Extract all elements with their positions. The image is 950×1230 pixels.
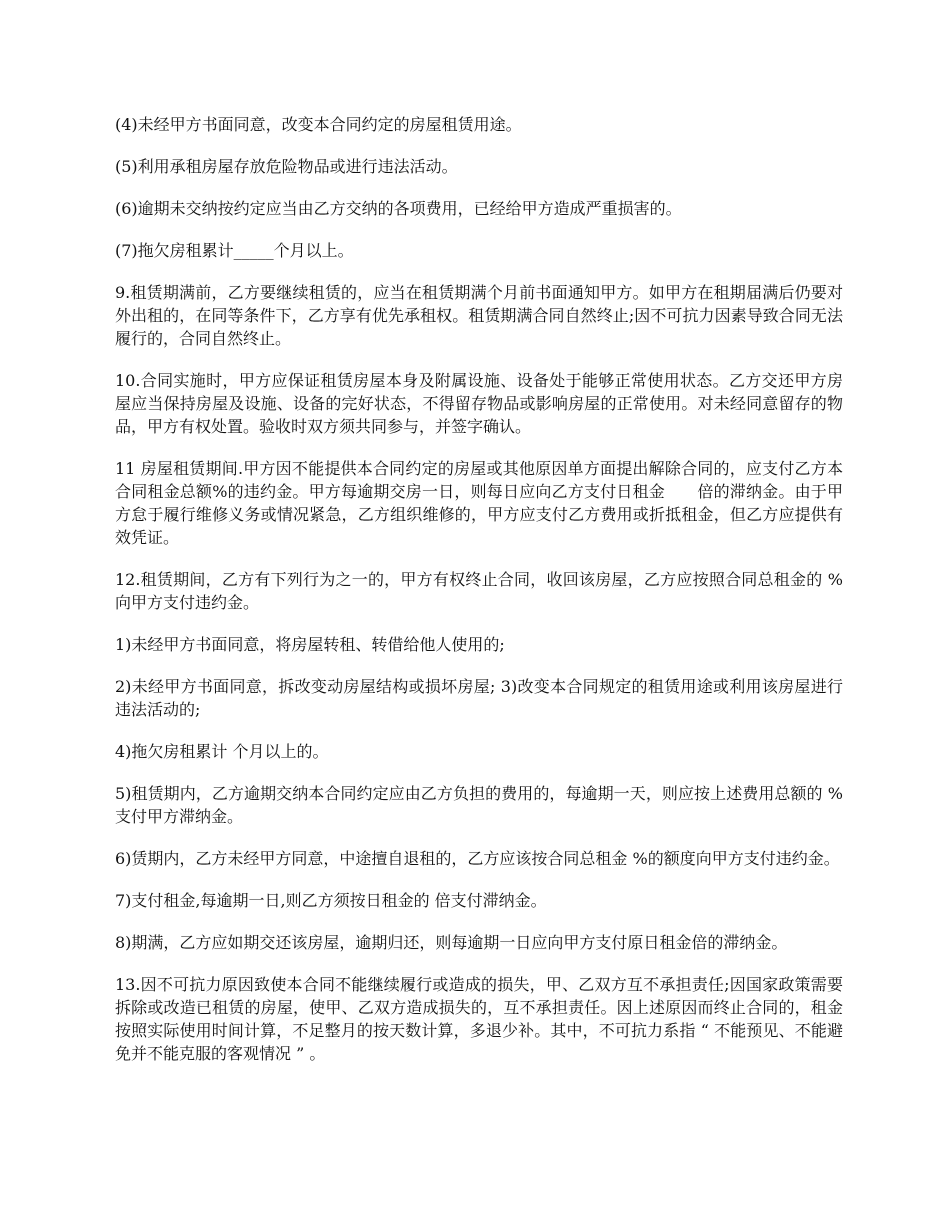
clause-item-5: (5)利用承租房屋存放危险物品或进行违法活动。 [115, 157, 458, 176]
clause-12-item-1: 1)未经甲方书面同意，将房屋转租、转借给他人使用的; [115, 635, 505, 654]
clause-12-item-6: 6)赁期内，乙方未经甲方同意，中途擅自退租的，乙方应该按合同总租金 %的额度向甲方支付违约金。 [115, 849, 840, 868]
clause-12-item-4: 4)拖欠房租累计 个月以上的。 [115, 742, 329, 761]
clause-10: 10.合同实施时，甲方应保证租赁房屋本身及附属设施、设备处于能够正常使用状态。乙方交还甲方房屋应当保持房屋及设施、设备的完好状态，不得留存物品或影响房屋的正常使用。对未经同意留存的物品，甲方有权处置。验收时双方须共同参与，并签字确认。 [115, 371, 843, 436]
clause-item-7: (7)拖欠房租累计_____个月以上。 [115, 241, 354, 260]
clause-9: 9.租赁期满前，乙方要继续租赁的，应当在租赁期满个月前书面通知甲方。如甲方在租期届满后仍要对外出租的，在同等条件下，乙方享有优先承租权。租赁期满合同自然终止;因不可抗力因素导致合同无法履行的，合同自然终止。 [115, 283, 843, 348]
clause-12: 12.租赁期间，乙方有下列行为之一的，甲方有权终止合同，收回该房屋，乙方应按照合同总租金的 %向甲方支付违约金。 [115, 570, 843, 612]
clause-12-item-5: 5)租赁期内，乙方逾期交纳本合同约定应由乙方负担的费用的，每逾期一天，则应按上述费用总额的 %支付甲方滞纳金。 [115, 784, 843, 826]
clause-13: 13.因不可抗力原因致使本合同不能继续履行或造成的损失，甲、乙双方互不承担责任;因国家政策需要拆除或改造已租赁的房屋，使甲、乙双方造成损失的，互不承担责任。因上述原因而终止合同的，租金按照实际使用时间计算，不足整月的按天数计算，多退少补。其中，不可抗力系指 “ 不能预见、不能避免并不能克服的客观情况 ” 。 [115, 975, 843, 1063]
clause-12-item-8: 8)期满，乙方应如期交还该房屋，逾期归还，则每逾期一日应向甲方支付原日租金倍的滞纳金。 [115, 933, 788, 952]
clause-11: 11 房屋租赁期间.甲方因不能提供本合同约定的房屋或其他原因单方面提出解除合同的，应支付乙方本合同租金总额%的违约金。甲方每逾期交房一日，则每日应向乙方支付日租金 倍的滞纳金。由于甲方怠于履行维修义务或情况紧急，乙方组织维修的，甲方应支付乙方费用或折抵租金，但乙方应提供有效凭证。 [115, 459, 843, 547]
clause-12-item-7: 7)支付租金,每逾期一日,则乙方须按日租金的 倍支付滞纳金。 [115, 891, 547, 910]
clause-item-6: (6)逾期未交纳按约定应当由乙方交纳的各项费用，已经给甲方造成严重损害的。 [115, 199, 682, 218]
clause-12-item-2-3: 2)未经甲方书面同意，拆改变动房屋结构或损坏房屋; 3)改变本合同规定的租赁用途或利用该房屋进行违法活动的; [115, 677, 843, 719]
document-body [115, 113, 843, 1084]
clause-item-4: (4)未经甲方书面同意，改变本合同约定的房屋租赁用途。 [115, 115, 522, 134]
